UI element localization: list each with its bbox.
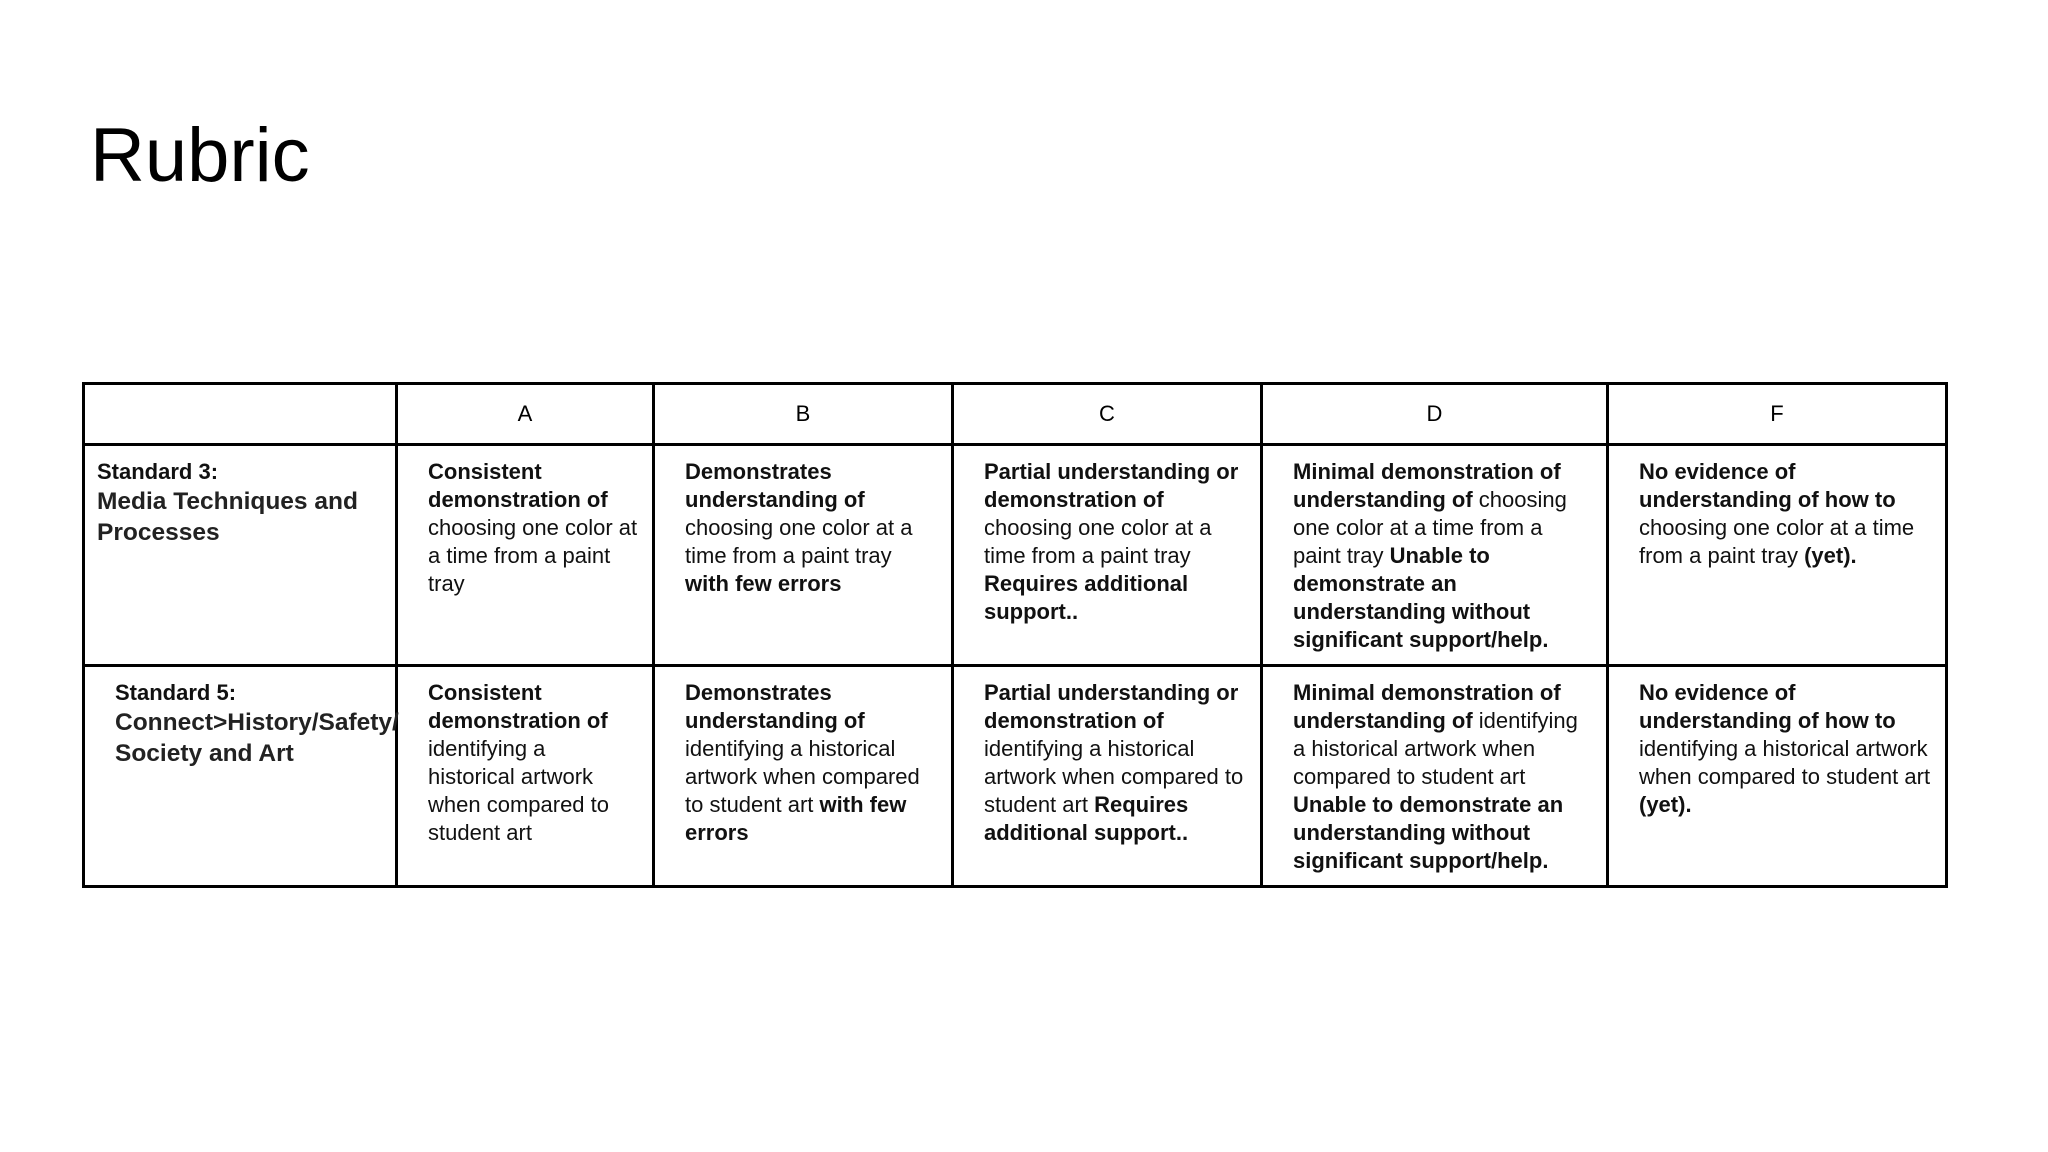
cell-emphasis-text: Partial understanding or demonstration of	[984, 680, 1239, 733]
slide-title: Rubric	[90, 113, 310, 198]
standard-name: Connect>History/Safety/ Society and Art	[115, 709, 399, 767]
grade-cell-f	[1608, 445, 1947, 666]
table-row	[84, 666, 1947, 887]
cell-text	[1263, 667, 1606, 883]
grade-cell-a	[397, 666, 654, 887]
cell-emphasis-text: Demonstrates understanding of	[685, 459, 865, 512]
cell-emphasis-text: No evidence of understanding of how to	[1639, 680, 1896, 733]
cell-emphasis-text: Minimal demonstration of understanding of	[1293, 680, 1561, 733]
cell-body-text: identifying a historical artwork when compared to student art	[1293, 708, 1578, 789]
cell-body-text: choosing one color at a time from a paint tray	[685, 515, 913, 568]
cell-body-text: identifying a historical artwork when compared to student art	[428, 736, 609, 845]
cell-emphasis-text: Unable to demonstrate an understanding without significant support/help.	[1293, 792, 1564, 873]
cell-text	[1263, 446, 1606, 662]
cell-text	[954, 446, 1260, 634]
cell-emphasis-text: (yet).	[1804, 543, 1857, 568]
cell-emphasis-text: Demonstrates understanding of	[685, 680, 865, 733]
cell-emphasis-text: No evidence of understanding of how to	[1639, 459, 1896, 512]
header-cell-f: F	[1608, 384, 1947, 445]
cell-emphasis-text: Unable to demonstrate an understanding without significant support/help.	[1293, 543, 1549, 652]
cell-text	[398, 667, 652, 855]
cell-body-text: choosing one color at a time from a paint tray	[984, 515, 1212, 568]
grade-cell-b	[654, 445, 953, 666]
cell-body-text: identifying a historical artwork when compared to student art	[685, 736, 920, 817]
header-cell-a: A	[397, 384, 654, 445]
cell-body-text: identifying a historical artwork when compared to student art	[984, 736, 1244, 817]
cell-text	[398, 446, 652, 606]
grade-cell-b	[654, 666, 953, 887]
cell-emphasis-text: Requires additional support..	[984, 792, 1189, 845]
cell-body-text: choosing one color at a time from a paint tray	[1293, 487, 1567, 568]
table-row	[84, 445, 1947, 666]
standard-cell	[84, 666, 397, 887]
grade-cell-d	[1262, 666, 1608, 887]
cell-body-text: choosing one color at a time from a paint tray	[1639, 515, 1915, 568]
grade-cell-c	[953, 666, 1262, 887]
header-cell-c: C	[953, 384, 1262, 445]
cell-emphasis-text: Consistent demonstration of	[428, 459, 608, 512]
rubric-table	[82, 382, 1948, 888]
cell-emphasis-text: Partial understanding or demonstration of	[984, 459, 1239, 512]
cell-emphasis-text: with few errors	[685, 792, 907, 845]
header-cell-standard	[84, 384, 397, 445]
header-row	[84, 384, 1947, 445]
cell-emphasis-text: Requires additional support..	[984, 571, 1189, 624]
standard-label: Standard 5:	[115, 680, 237, 705]
cell-emphasis-text: (yet).	[1639, 792, 1692, 817]
cell-text	[954, 667, 1260, 855]
standard-label: Standard 3:	[97, 459, 219, 484]
header-cell-b: B	[654, 384, 953, 445]
cell-text	[1609, 667, 1945, 827]
cell-body-text: identifying a historical artwork when compared to student art	[1639, 736, 1931, 789]
cell-text	[655, 667, 951, 855]
cell-text	[655, 446, 951, 606]
cell-emphasis-text: Consistent demonstration of	[428, 680, 608, 733]
cell-text	[1609, 446, 1945, 578]
cell-body-text: choosing one color at a time from a paint tray	[428, 515, 638, 596]
standard-name: Media Techniques and Processes	[97, 488, 358, 546]
cell-emphasis-text: Minimal demonstration of understanding of	[1293, 459, 1561, 512]
grade-cell-a	[397, 445, 654, 666]
cell-emphasis-text: with few errors	[685, 571, 842, 596]
grade-cell-d	[1262, 445, 1608, 666]
grade-cell-c	[953, 445, 1262, 666]
standard-cell	[84, 445, 397, 666]
grade-cell-f	[1608, 666, 1947, 887]
header-cell-d: D	[1262, 384, 1608, 445]
